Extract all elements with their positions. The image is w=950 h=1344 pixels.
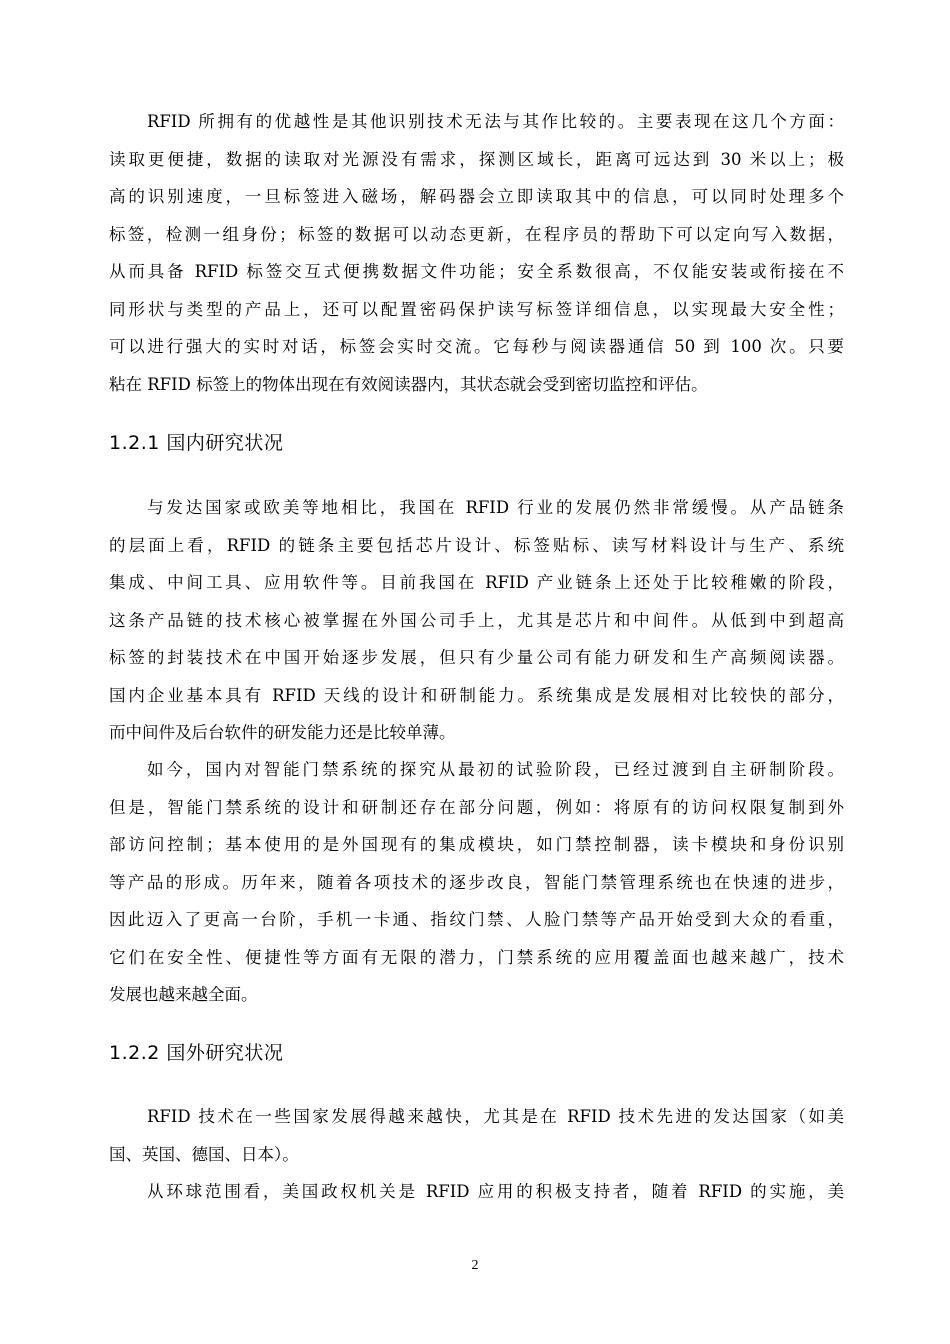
text-line: 同形状与类型的产品上，还可以配置密码保护读写标签详细信息，以实现最大安全性； [109,299,844,319]
text-line: 高的识别速度，一旦标签进入磁场，解码器会立即读取其中的信息，可以同时处理多个 [109,187,844,206]
text-line: 从而具备 RFID 标签交互式便携数据文件功能；安全系数很高，不仅能安装或衔接在不 [109,262,844,281]
text-line: RFID 所拥有的优越性是其他识别技术无法与其作比较的。主要表现在这几个方面： [147,112,844,131]
text-line: 这条产品链的技术核心被掌握在外国公司手上，尤其是芯片和中间件。从低到中到超高 [109,610,844,630]
paragraph-domestic-industry [109,489,844,752]
text-line: 国内企业基本具有 RFID 天线的设计和研制能力。系统集成是发展相对比较快的部分， [109,685,844,705]
text-line: 的层面上看，RFID 的链条主要包括芯片设计、标签贴标、读写材料设计与生产、系统 [109,535,844,555]
paragraph-access-control [109,751,844,1014]
text-line: 读取更便捷，数据的读取对光源没有需求，探测区域长，距离可远达到 30 米以上；极 [109,149,844,169]
text-line: 从环球范围看，美国政权机关是 RFID 应用的积极支持者，随着 RFID 的实施，美 [147,1182,844,1201]
section-heading-foreign: 1.2.2 国外研究状况 [109,1042,284,1064]
text-line: 部访问控制；基本使用的是外国现有的集成模块，如门禁控制器，读卡模块和身份识别 [109,835,844,854]
paragraph-rfid-advantages [109,103,844,403]
text-line: 粘在 RFID 标签上的物体出现在有效阅读器内，其状态就会受到密切监控和评估。 [109,374,708,394]
text-line: RFID 技术在一些国家发展得越来越快，尤其是在 RFID 技术先进的发达国家（如美 [147,1107,844,1126]
paragraph-us-government [109,1173,844,1211]
text-line: 标签，检测一组身份；标签的数据可以动态更新，在程序员的帮助下可以定向写入数据， [109,224,844,244]
paragraph-foreign-development [109,1098,844,1173]
text-line: 但是，智能门禁系统的设计和研制还存在部分问题，例如：将原有的访问权限复制到外 [109,797,844,817]
text-line: 等产品的形成。历年来，随着各项技术的逐步改良，智能门禁管理系统也在快速的进步， [109,872,844,892]
text-line: 与发达国家或欧美等地相比，我国在 RFID 行业的发展仍然非常缓慢。从产品链条 [147,498,844,517]
section-heading-domestic: 1.2.1 国内研究状况 [109,432,284,454]
page-number: 2 [471,1258,479,1273]
text-line: 它们在安全性、便捷性等方面有无限的潜力，门禁系统的应用覆盖面也越来越广，技术 [109,947,844,967]
text-line: 国、英国、德国、日本）。 [109,1144,299,1164]
text-line: 标签的封装技术在中国开始逐步发展，但只有少量公司有能力研发和生产高频阅读器。 [109,648,844,667]
text-line: 发展也越来越全面。 [109,985,258,1004]
text-line: 如今，国内对智能门禁系统的探究从最初的试验阶段，已经过渡到自主研制阶段。 [147,760,844,779]
text-line: 而中间件及后台软件的研发能力还是比较单薄。 [109,723,456,742]
text-line: 集成、中间工具、应用软件等。目前我国在 RFID 产业链条上还处于比较稚嫩的阶段， [109,573,844,592]
text-line: 因此迈入了更高一台阶，手机一卡通、指纹门禁、人脸门禁等产品开始受到大众的看重， [109,910,844,929]
text-line: 可以进行强大的实时对话，标签会实时交流。它每秒与阅读器通信 50 到 100 次。只要 [109,337,844,356]
